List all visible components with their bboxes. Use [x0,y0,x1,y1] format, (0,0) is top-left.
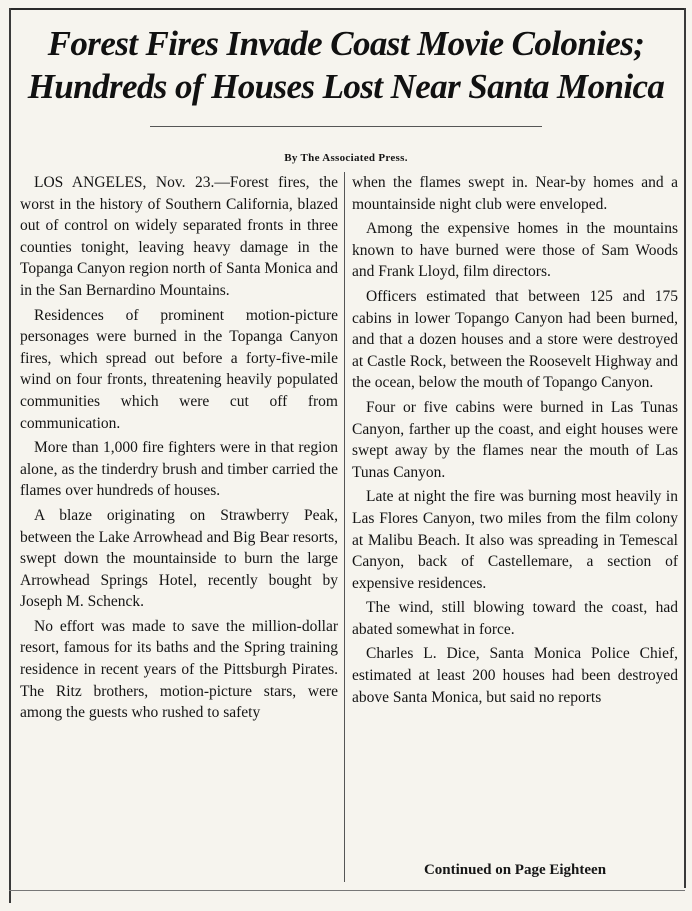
paragraph: Late at night the fire was burning most heavily in Las Flores Canyon, two miles from the film colony at Malibu Beach. It also was spreading in Temescal Canyon, back of Castellemare, a section of expensive residences. [352,488,678,592]
byline: By The Associated Press. [284,152,408,164]
paragraph: A blaze originating on Strawberry Peak, between the Lake Arrowhead and Big Bear resorts, swept down the mountainside to burn the large Arrowhead Springs Hotel, recently bought by Joseph M. Schenck. [20,506,338,611]
paragraph: Officers estimated that between 125 and 175 cabins in lower Topango Canyon had been burned, and that a dozen houses and a store were destroyed at Castle Rock, between the Roosevelt Highway and the ocean, below the mouth of Topango Canyon. [352,287,678,392]
paragraph: Charles L. Dice, Santa Monica Police Chief, estimated at least 200 houses had been destroyed above Santa Monica, but said no reports [352,645,678,706]
paragraph: Four or five cabins were burned in Las Tunas Canyon, farther up the coast, and eight houses were swept away by the flames near the mouth of Las Tunas Canyon. [352,398,678,481]
left-column [20,172,338,724]
paragraph: No effort was made to save the million-dollar resort, famous for its baths and the Spring training residence in recent years of the Pittsburgh Pirates. The Ritz brothers, motion-picture stars, were among the guests who rushed to safety [20,617,338,722]
paragraph: The wind, still blowing toward the coast, had abated somewhat in force. [352,599,678,638]
left-border-rule [9,8,11,903]
continued-notice: Continued on Page Eighteen [423,862,607,878]
headline-line-1: Forest Fires Invade Coast Movie Colonies; [47,24,645,63]
paragraph: when the flames swept in. Near-by homes and a mountainside night club were enveloped. [352,174,678,213]
paragraph: More than 1,000 fire fighters were in that region alone, as the tinderdry brush and timber carried the flames over hundreds of houses. [20,439,338,500]
headline-line-2: Hundreds of Houses Lost Near Santa Monica [27,67,665,106]
paragraph: Among the expensive homes in the mountains known to have burned were those of Sam Woods and Frank Lloyd, film directors. [352,220,678,281]
headline [14,22,678,108]
column-separator [344,172,345,882]
paragraph: LOS ANGELES, Nov. 23.—Forest fires, the worst in the history of Southern California, blazed out of control on widely separated fronts in three counties tonight, leaving heavy damage in the Topanga Canyon region north of Santa Monica and in the San Bernardino Mountains. [20,174,338,299]
right-column [352,172,678,708]
headline-rule [150,126,542,127]
paragraph: Residences of prominent motion-picture personages were burned in the Topanga Canyon fires, which spread out before a forty-five-mile wind on four fronts, threatening heavily populated communities which were cut off from communication. [20,306,338,432]
top-border-rule [9,8,686,10]
bottom-rule [9,890,685,891]
right-border-rule [684,8,686,888]
